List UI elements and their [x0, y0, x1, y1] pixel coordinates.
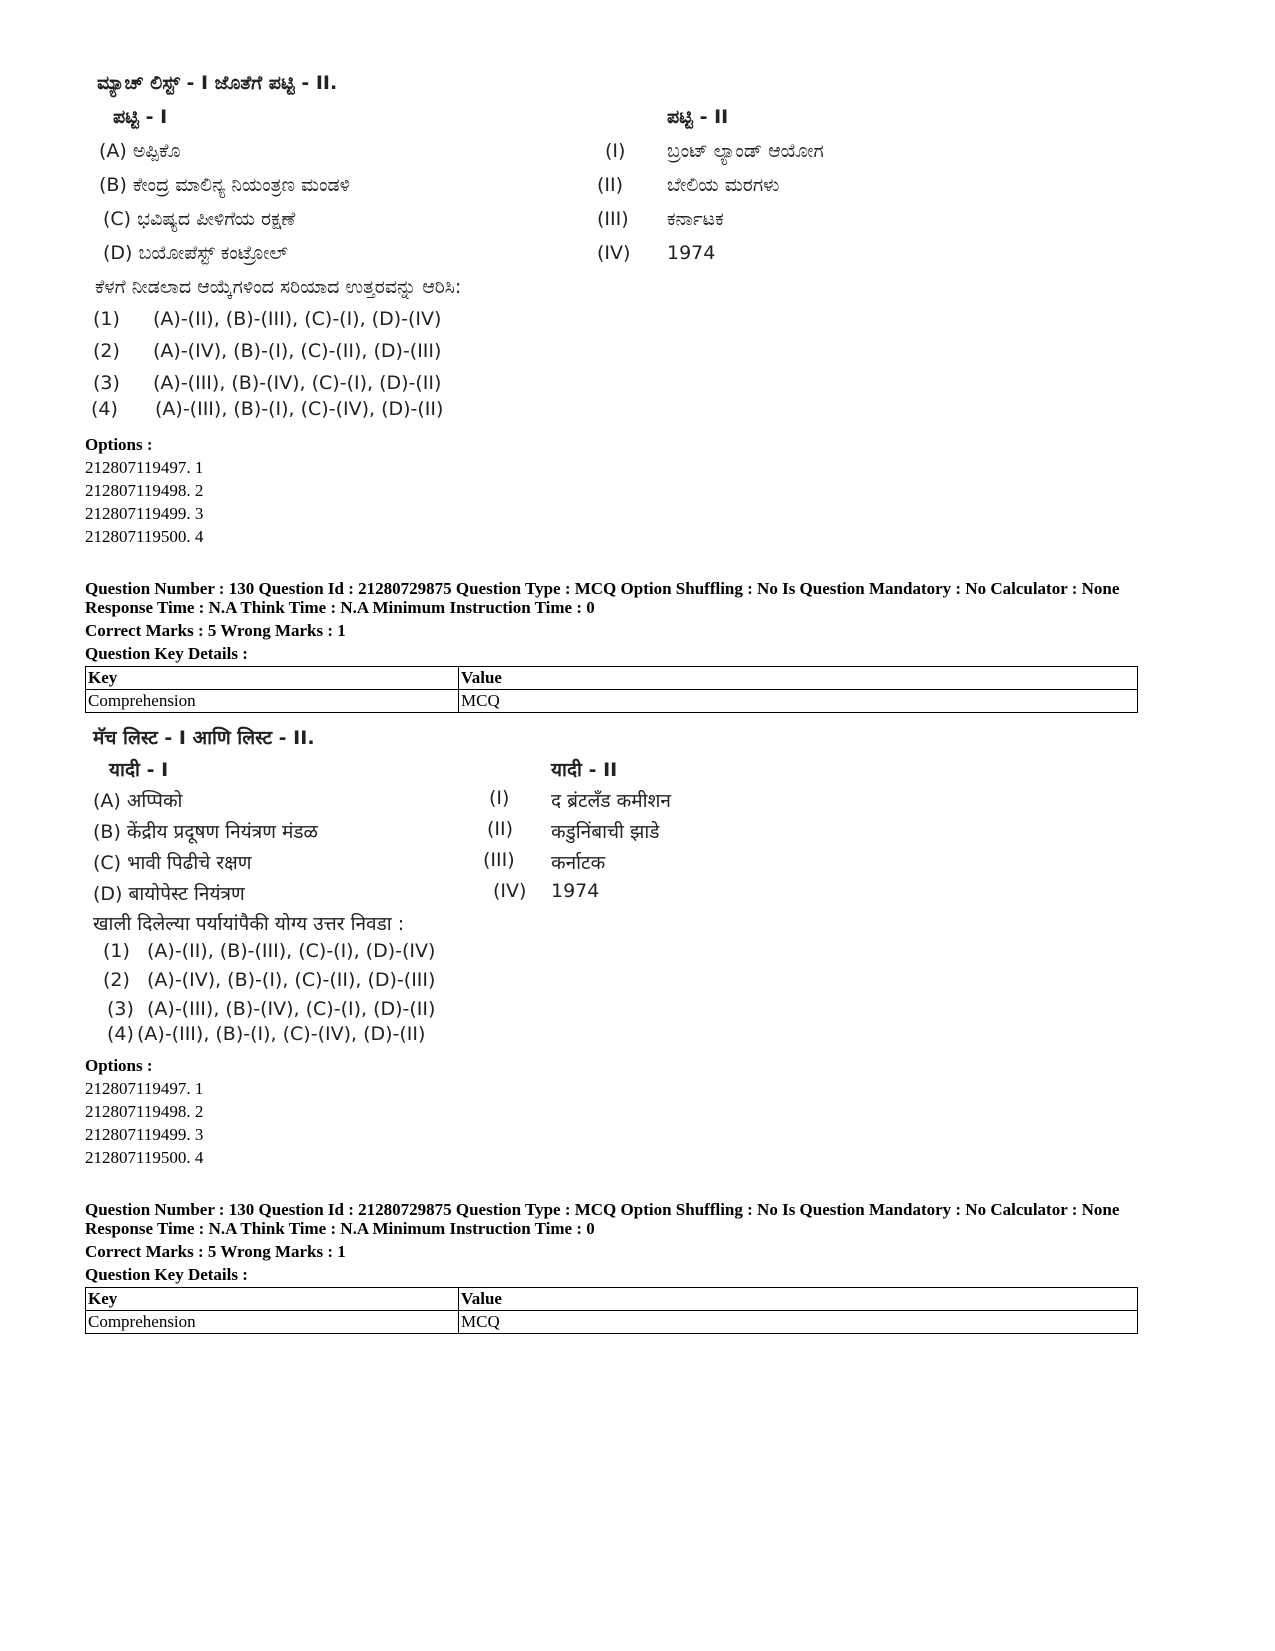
table-row — [86, 1311, 1138, 1334]
option-item: 212807119497. 1 — [85, 458, 204, 477]
answer-choice-text: (A)-(III), (B)-(I), (C)-(IV), (D)-(II) — [137, 1023, 426, 1045]
table-header-row — [86, 667, 1138, 690]
list-1-item-d: (D) बायोपेस्ट नियंत्रण — [93, 883, 245, 905]
question-image-kannada — [85, 70, 885, 425]
list-1-item-b: (B) ಕೇಂದ್ರ ಮಾಲಿನ್ಯ ನಿಯಂತ್ರಣ ಮಂಡಳಿ — [99, 174, 351, 196]
list-2-num-1: (I) — [605, 140, 626, 162]
list-2-title: ಪಟ್ಟಿ - II — [667, 106, 729, 128]
table-header-value: Value — [459, 667, 1138, 690]
list-2-num-2: (II) — [487, 818, 514, 840]
option-item: 212807119500. 4 — [85, 1148, 204, 1167]
list-2-item-2: कडुनिंबाची झाडे — [551, 821, 660, 843]
list-2-item-4: 1974 — [551, 880, 600, 902]
list-2-num-1: (I) — [489, 787, 510, 809]
answer-choice-text: (A)-(III), (B)-(IV), (C)-(I), (D)-(II) — [153, 372, 442, 394]
list-1-item-c: (C) भावी पिढीचे रक्षण — [93, 852, 252, 874]
list-2-item-1: ಬ್ರಂಟ್ ಲ್ಯಾಂಡ್ ಆಯೋಗ — [667, 140, 824, 162]
list-1-item-a: (A) अप्पिको — [93, 790, 183, 812]
list-2-item-4: 1974 — [667, 242, 716, 264]
table-cell-key: Comprehension — [86, 690, 459, 713]
question-meta-line: Question Number : 130 Question Id : 21280729875 Question Type : MCQ Option Shuffling : No Is Question Mandatory : No Calculator : None — [85, 1200, 1120, 1219]
answer-choice-number: (3) — [107, 998, 134, 1020]
instruction-text: खाली दिलेल्या पर्यायांपैकी योग्य उत्तर निवडा : — [93, 913, 405, 935]
answer-choice-text: (A)-(III), (B)-(I), (C)-(IV), (D)-(II) — [155, 398, 444, 420]
answer-choice-text: (A)-(IV), (B)-(I), (C)-(II), (D)-(III) — [147, 969, 436, 991]
table-header-key: Key — [86, 1288, 459, 1311]
answer-choice-number: (1) — [103, 940, 130, 962]
list-1-item-c: (C) ಭವಿಷ್ಯದ ಪೀಳಿಗೆಯ ರಕ್ಷಣೆ — [103, 208, 296, 230]
list-2-num-4: (IV) — [493, 880, 527, 902]
option-item: 212807119498. 2 — [85, 481, 204, 500]
options-label: Options : — [85, 1056, 153, 1075]
question-key-table — [85, 666, 1138, 713]
key-details-label: Question Key Details : — [85, 1265, 248, 1284]
option-item: 212807119499. 3 — [85, 1125, 204, 1144]
key-details-label: Question Key Details : — [85, 644, 248, 663]
marks-line: Correct Marks : 5 Wrong Marks : 1 — [85, 621, 346, 640]
table-cell-key: Comprehension — [86, 1311, 459, 1334]
list-2-num-4: (IV) — [597, 242, 631, 264]
question-meta-line: Question Number : 130 Question Id : 21280729875 Question Type : MCQ Option Shuffling : No Is Question Mandatory : No Calculator : None — [85, 579, 1120, 598]
answer-choice-text: (A)-(II), (B)-(III), (C)-(I), (D)-(IV) — [153, 308, 442, 330]
list-1-item-d: (D) ಬಯೋಪೆಸ್ಟ್ ಕಂಟ್ರೋಲ್ — [103, 242, 288, 264]
option-item: 212807119497. 1 — [85, 1079, 204, 1098]
answer-choice-text: (A)-(IV), (B)-(I), (C)-(II), (D)-(III) — [153, 340, 442, 362]
question-meta-line: Response Time : N.A Think Time : N.A Minimum Instruction Time : 0 — [85, 598, 595, 617]
answer-choice-text: (A)-(II), (B)-(III), (C)-(I), (D)-(IV) — [147, 940, 436, 962]
marks-line: Correct Marks : 5 Wrong Marks : 1 — [85, 1242, 346, 1261]
list-1-title: यादी - I — [109, 759, 169, 781]
list-2-num-3: (III) — [597, 208, 629, 230]
table-cell-value: MCQ — [459, 690, 1138, 713]
question-meta-line: Response Time : N.A Think Time : N.A Minimum Instruction Time : 0 — [85, 1219, 595, 1238]
question-image-marathi — [85, 722, 785, 1052]
answer-choice-number: (4) — [107, 1023, 134, 1045]
table-row — [86, 690, 1138, 713]
answer-choice-number: (2) — [93, 340, 120, 362]
list-2-item-3: ಕರ್ನಾಟಕ — [667, 208, 724, 230]
list-1-item-a: (A) ಅಪ್ಪಿಕೊ — [99, 140, 181, 162]
option-item: 212807119499. 3 — [85, 504, 204, 523]
answer-choice-number: (2) — [103, 969, 130, 991]
table-header-value: Value — [459, 1288, 1138, 1311]
question-key-table — [85, 1287, 1138, 1334]
table-header-row — [86, 1288, 1138, 1311]
table-header-key: Key — [86, 667, 459, 690]
table-cell-value: MCQ — [459, 1311, 1138, 1334]
options-label: Options : — [85, 435, 153, 454]
option-item: 212807119498. 2 — [85, 1102, 204, 1121]
answer-choice-number: (4) — [91, 398, 118, 420]
list-2-num-2: (II) — [597, 174, 624, 196]
answer-choice-text: (A)-(III), (B)-(IV), (C)-(I), (D)-(II) — [147, 998, 436, 1020]
instruction-text: ಕೆಳಗೆ ನೀಡಲಾದ ಆಯ್ಕೆಗಳಿಂದ ಸರಿಯಾದ ಉತ್ತರವನ್ನು ಆರಿಸಿ: — [95, 276, 462, 298]
answer-choice-number: (3) — [93, 372, 120, 394]
list-2-item-2: ಬೇಲಿಯ ಮರಗಳು — [667, 174, 780, 196]
list-1-title: ಪಟ್ಟಿ - I — [113, 106, 168, 128]
list-1-item-b: (B) केंद्रीय प्रदूषण नियंत्रण मंडळ — [93, 821, 318, 843]
list-2-title: यादी - II — [551, 759, 618, 781]
list-2-item-1: द ब्रंटलँड कमीशन — [551, 790, 671, 812]
answer-choice-number: (1) — [93, 308, 120, 330]
question-heading: मॅच लिस्ट - I आणि लिस्ट - II. — [93, 727, 315, 749]
option-item: 212807119500. 4 — [85, 527, 204, 546]
list-2-item-3: कर्नाटक — [551, 852, 606, 874]
list-2-num-3: (III) — [483, 849, 515, 871]
question-heading: ಮ್ಯಾಚ್ ಲಿಸ್ಟ್ - I ಜೊತೆಗೆ ಪಟ್ಟಿ - II. — [97, 72, 338, 94]
